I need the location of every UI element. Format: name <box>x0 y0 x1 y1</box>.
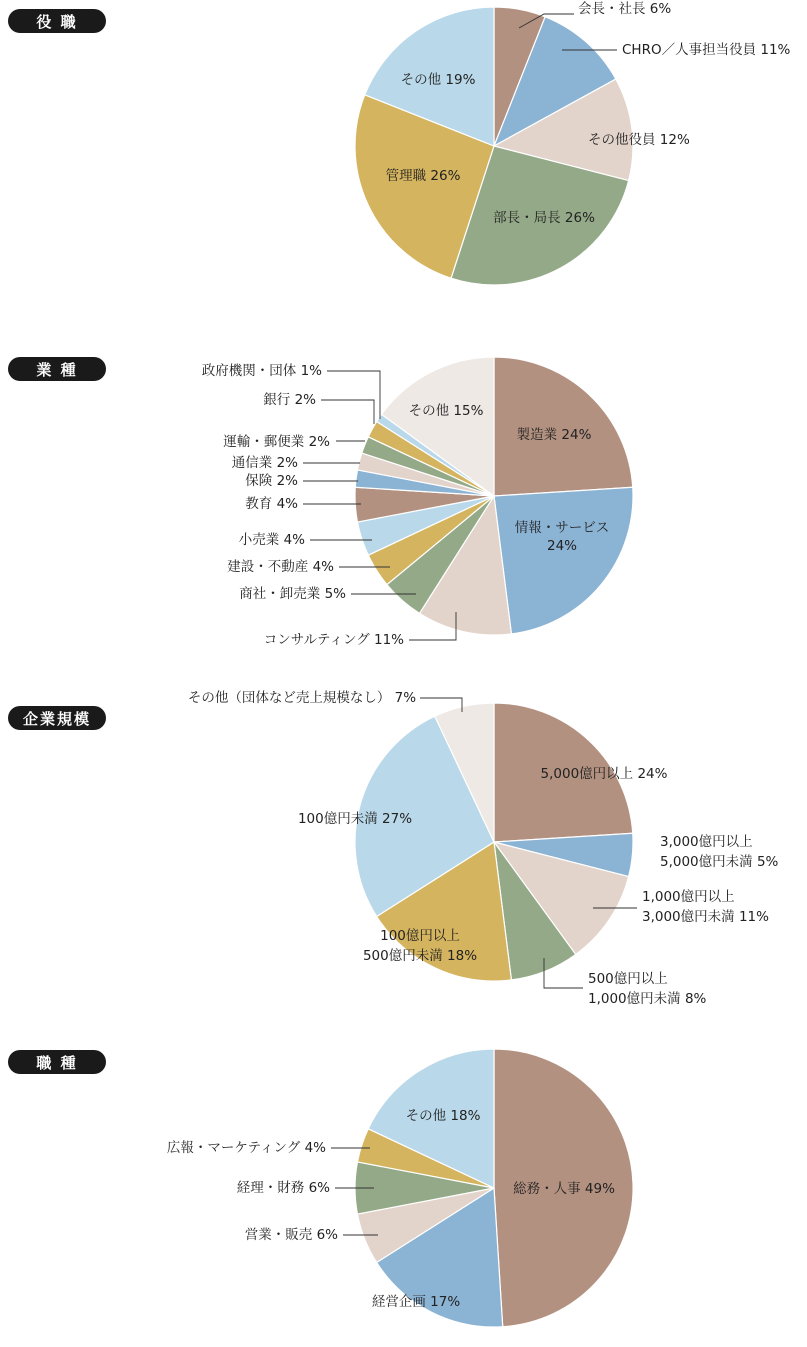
pie-chart-3 <box>188 689 779 1007</box>
slice-label: コンサルティング 11% <box>263 632 404 648</box>
section-tag-company-size: 企業規模 <box>8 706 106 730</box>
slice-label: 保険 2% <box>245 473 298 489</box>
leader-line <box>327 371 380 419</box>
section-tag-position: 役 職 <box>8 9 106 33</box>
slice-label: 運輸・郵便業 2% <box>223 434 330 450</box>
slice-label: 情報・サービス 24% <box>514 520 610 554</box>
section-tag-industry: 業 種 <box>8 357 106 381</box>
leader-line <box>321 400 374 424</box>
slice-label: 広報・マーケティング 4% <box>166 1140 326 1156</box>
slice-label: 商社・卸売業 5% <box>239 586 346 602</box>
pie-chart-4 <box>167 1049 633 1327</box>
slice-label: 3,000億円以上 5,000億円未満 5% <box>660 834 779 870</box>
slice-label: 会長・社長 6% <box>578 1 672 17</box>
slice-label: その他 19% <box>400 72 476 88</box>
slice-label: その他役員 12% <box>588 132 690 148</box>
slice-label: 営業・販売 6% <box>244 1227 338 1243</box>
slice-label: 経営企画 17% <box>371 1294 461 1310</box>
slice-label: その他（団体など売上規模なし） 7% <box>187 690 417 706</box>
section-tag-job-type: 職 種 <box>8 1050 106 1074</box>
slice-label: 部長・局長 26% <box>493 210 595 226</box>
slice-label: 製造業 24% <box>516 427 592 443</box>
slice-label: 小売業 4% <box>238 532 305 548</box>
slice-label: その他 18% <box>405 1108 481 1124</box>
slice-label: 100億円以上 500億円未満 18% <box>362 928 478 964</box>
slice-label: 100億円未満 27% <box>297 811 413 827</box>
slice-label: 銀行 2% <box>263 392 316 408</box>
slice-label: 5,000億円以上 24% <box>540 766 668 782</box>
slice-label: 政府機関・団体 1% <box>201 363 322 379</box>
pie-chart-1 <box>355 1 791 285</box>
slice-label: 通信業 2% <box>231 455 298 471</box>
slice-label: 建設・不動産 4% <box>227 559 334 575</box>
slice-label: 1,000億円以上 3,000億円未満 11% <box>642 889 769 925</box>
slice-label: 500億円以上 1,000億円未満 8% <box>588 971 707 1007</box>
slice-label: その他 15% <box>408 403 484 419</box>
slice-label: 教育 4% <box>245 496 298 512</box>
slice-label: 経理・財務 6% <box>236 1180 330 1196</box>
slice-label: 総務・人事 49% <box>513 1181 615 1197</box>
slice-label: 管理職 26% <box>385 168 461 184</box>
pie-slice <box>494 487 633 634</box>
slice-label: CHRO／人事担当役員 11% <box>622 42 791 58</box>
pie-chart-2 <box>202 357 633 648</box>
